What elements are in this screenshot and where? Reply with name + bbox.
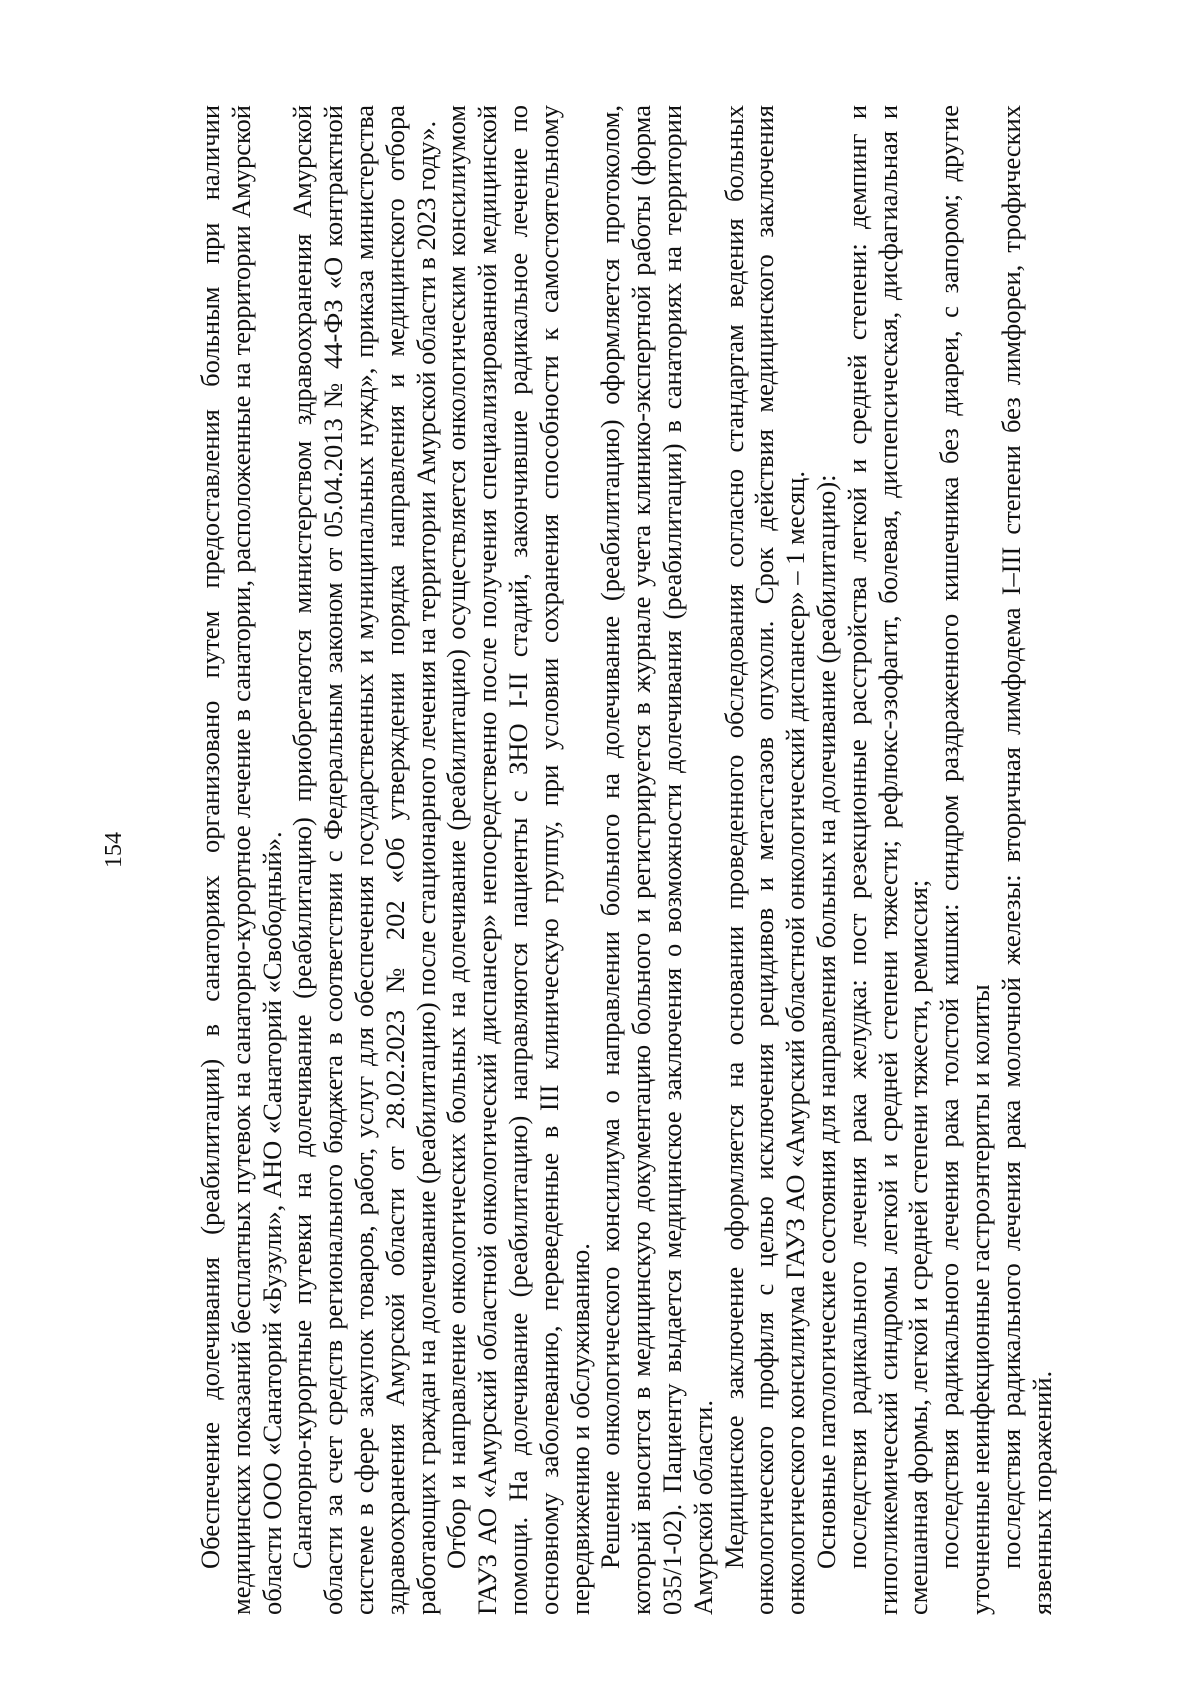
paragraph-medical-conclusion: Медицинское заключение оформляется на основании проведенного обследования согласно стандартам ведения больных онкологического профиля с целью исключения рецидивов и метастазов опухоли. Срок действия медицинского заключения онкологического консилиума ГАУЗ АО «Амурский областной онкологический диспансер» – 1 месяц.: [718, 105, 811, 1615]
paragraph-conditions-heading: Основные патологические состояния для направления больных на долечивание (реабилитацию):: [810, 474, 841, 1569]
paragraph-sanatorium-provision: Обеспечение долечивания (реабилитации) в санаториях организовано путем предоставления больным при наличии медицинских показаний бесплатных путевок на санаторно-курортное лечение в санатории, расположенные на территории Амурской области ООО «Санаторий «Бузули», АНО «Санаторий «Свободный».: [195, 105, 287, 1615]
paragraph-breast-cancer: последствия радикального лечения рака молочной железы: вторичная лимфодема I–III степени без лимфореи, трофических язвенных поражений.: [995, 105, 1057, 1615]
paragraph-gastric-cancer: последствия радикального лечения рака желудка: пост резекционные расстройства легкой и средней степени: демпинг и гипогликемический синдромы легкой и средней степени тяжести; рефлюкс-эзофагит, болевая, диспепсическая, дисфагиальная и смешанная формы, легкой и средней степени тяжести, ремиссия;: [841, 105, 934, 1615]
body-text: [195, 105, 1057, 1615]
paragraph-vouchers-purchase: Санаторно-курортные путевки на долечивание (реабилитацию) приобретаются министерством здравоохранения Амурской области за счет средств регионального бюджета в соответствии с Федеральным законом от 05.04.2013 № 44-ФЗ «О контрактной системе в сфере закупок товаров, работ, услуг для обеспечения государственных и муниципальных нужд», приказа министерства здравоохранения Амурской области от 28.02.2023 № 202 «Об утверждении порядка направления и медицинского отбора работающих граждан на долечивание (реабилитацию) после стационарного лечения на территории Амурской области в 2023 году».: [287, 105, 441, 1615]
paragraph-colon-cancer: последствия радикального лечения рака толстой кишки: синдром раздраженного кишечника без диареи, с запором; другие уточненные неинфекционные гастроэнтериты и колиты: [934, 105, 995, 1615]
page-number: 154: [101, 832, 127, 868]
paragraph-patient-selection: Отбор и направление онкологических больных на долечивание (реабилитацию) осуществляется онкологическим консилиумом ГАУЗ АО «Амурский областной онкологический диспансер» непосредственно после получения специализированной медицинской помощи. На долечивание (реабилитацию) направляются пациенты с ЗНО I-II стадий, закончившие радикальное лечение по основному заболеванию, переведенные в III клиническую группу, при условии сохранения способности к самостоятельному передвижению и обслуживанию.: [441, 105, 595, 1615]
paragraph-consilium-decision: Решение онкологического консилиума о направлении больного на долечивание (реабилитацию) оформляется протоколом, который вносится в медицинскую документацию больного и регистрируется в журнале учета клинико-экспертной работы (форма 035/1-02). Пациенту выдается медицинское заключения о возможности долечивания (реабилитации) в санаториях на территории Амурской области.: [595, 105, 718, 1615]
rotated-page-content: [95, 45, 1105, 1655]
